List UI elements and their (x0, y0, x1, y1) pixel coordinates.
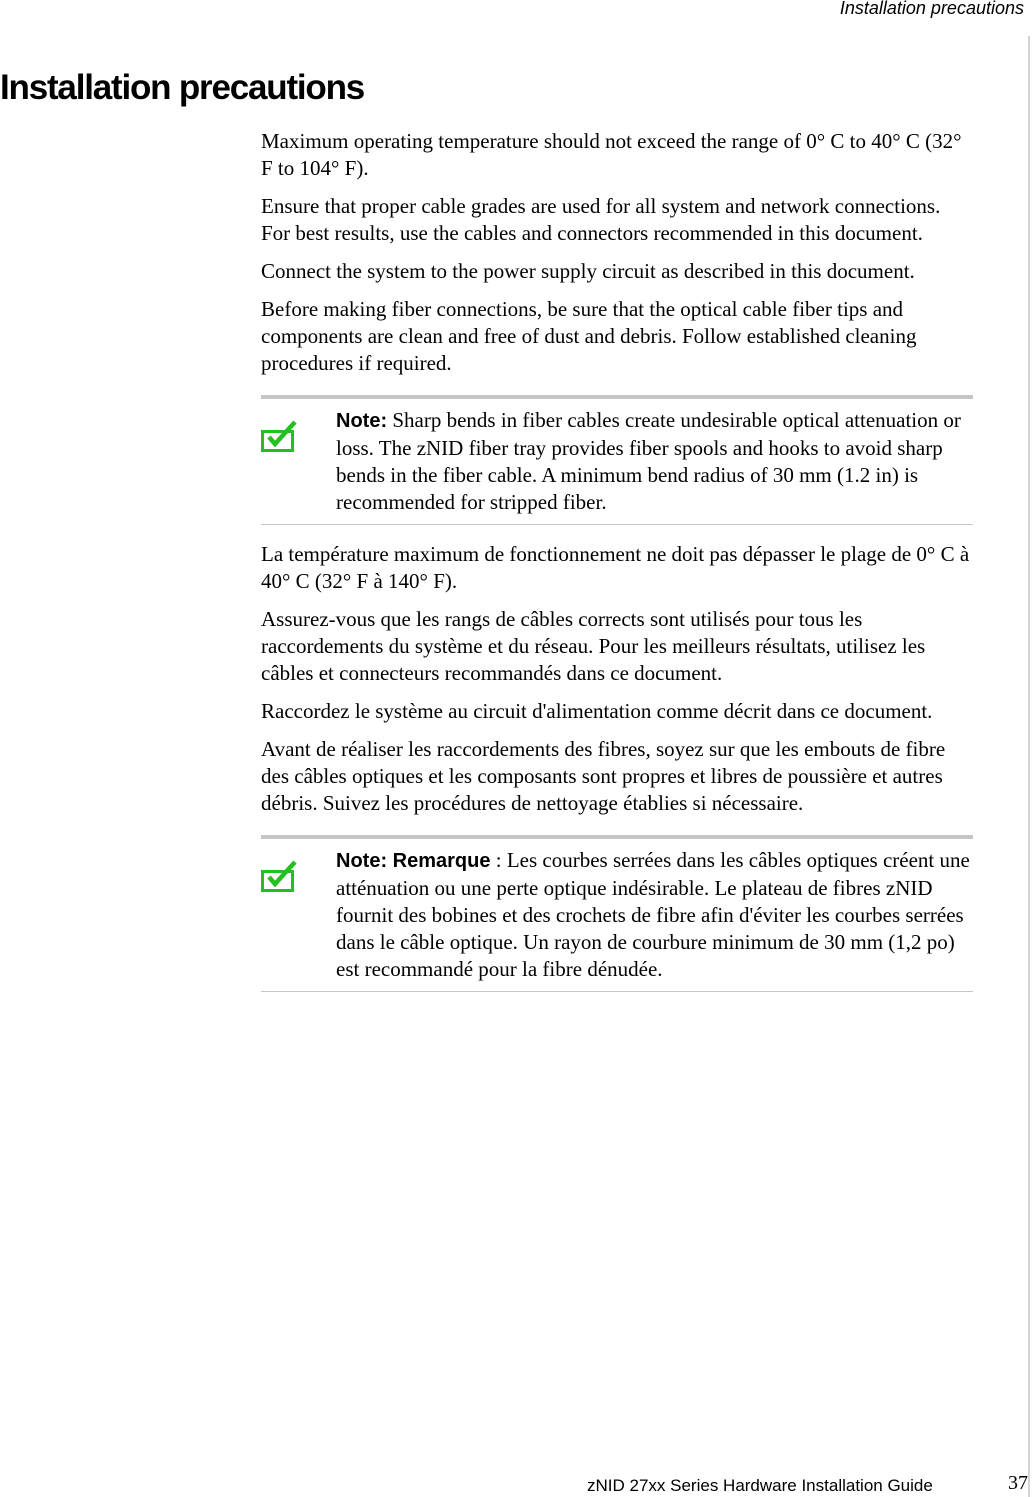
note-text (336, 407, 973, 516)
paragraph-cable-grades-fr: Assurez-vous que les rangs de câbles corrects sont utilisés pour tous les raccordements du système et du réseau. Pour les meilleurs résultats, utilisez les câbles et connecteurs recommandés dans ce document. (261, 607, 926, 685)
note-fiber-bends (261, 395, 973, 525)
note-label: Note: (336, 410, 388, 432)
note-body-fr: : Les courbes serrées dans les câbles optiques créent une atténuation ou une perte optique indésirable. Le plateau de fibres zNID fournit des bobines et des crochets de fibre afin d'éviter les courbes serrées dans le câble optique. Un rayon de courbure minimum de 30 mm (1,2 po) est recommandé pour la fibre dénudée. (336, 848, 970, 981)
paragraph-cable-grades: Ensure that proper cable grades are used for all system and network connections. For best results, use the cables and connectors recommended in this document. (261, 194, 941, 245)
note-body: Sharp bends in fiber cables create undesirable optical attenuation or loss. The zNID fiber tray provides fiber spools and hooks to avoid sharp bends in the fiber cable. A minimum bend radius of 30 mm (1.2 in) is recommended for stripped fiber. (336, 408, 961, 514)
paragraph-power-supply-fr: Raccordez le système au circuit d'alimentation comme décrit dans ce document. (261, 699, 933, 723)
page-title: Installation precautions (0, 68, 365, 107)
paragraph-temperature-fr: La température maximum de fonctionnement ne doit pas dépasser le plage de 0° C à 40° C (32° F à 140° F). (261, 542, 970, 593)
note-fiber-bends-fr (261, 835, 973, 992)
paragraph-temperature: Maximum operating temperature should not exceed the range of 0° C to 40° C (32° F to 104° F). (261, 129, 962, 180)
checkmark-icon (261, 407, 336, 516)
running-header: Installation precautions (839, 0, 1024, 18)
paragraph-fiber-cleaning-fr: Avant de réaliser les raccordements des fibres, soyez sur que les embouts de fibre des câbles optiques et les composants sont propres et libres de poussière et autres débris. Suivez les procédures de nettoyage établies si nécessaire. (261, 737, 946, 815)
note-text-fr (336, 847, 973, 983)
note-label-fr: Note: Remarque (336, 850, 491, 872)
checkmark-icon (261, 847, 336, 983)
footer-guide-title: zNID 27xx Series Hardware Installation Guide (587, 1476, 933, 1495)
content-body (261, 128, 973, 1008)
paragraph-fiber-cleaning: Before making fiber connections, be sure that the optical cable fiber tips and components are clean and free of dust and debris. Follow established cleaning procedures if required. (261, 297, 917, 375)
paragraph-power-supply: Connect the system to the power supply circuit as described in this document. (261, 259, 915, 283)
page-number: 37 (1008, 1472, 1028, 1494)
page-edge-rule (1028, 36, 1030, 1497)
